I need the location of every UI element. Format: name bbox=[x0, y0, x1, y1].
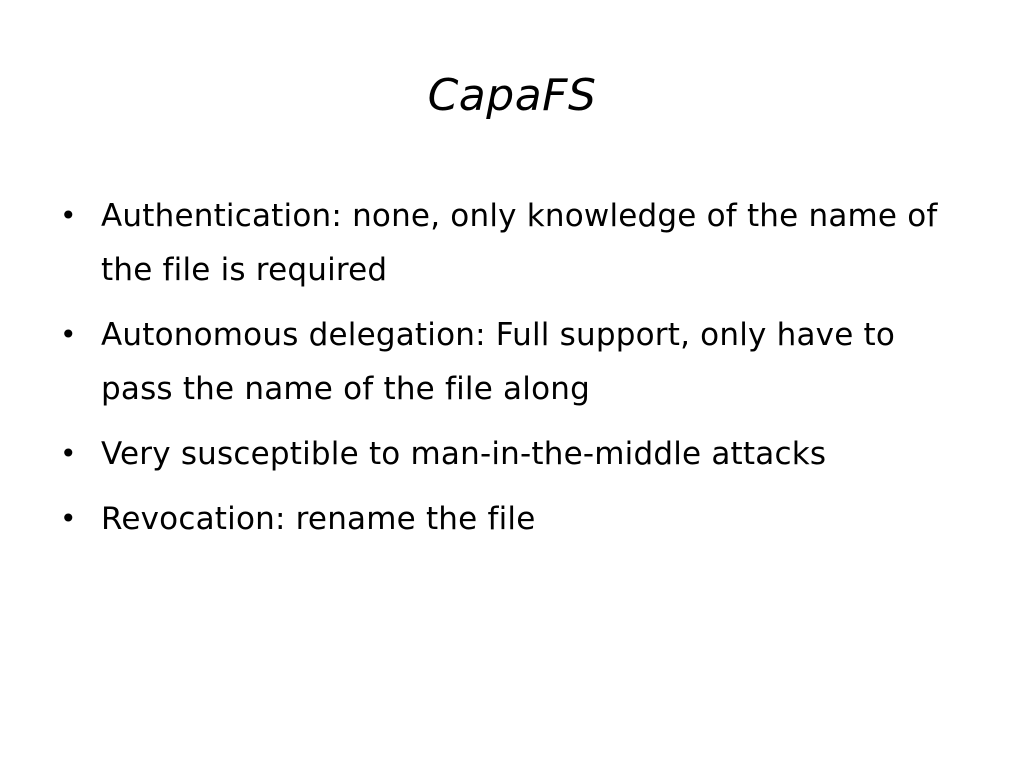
bullet-text: Very susceptible to man-in-the-middle attacks bbox=[101, 436, 827, 472]
slide-title: CapaFS bbox=[427, 70, 597, 121]
bullet-list bbox=[60, 189, 960, 557]
bullet-text: Autonomous delegation: Full support, only have to pass the name of the file along bbox=[101, 317, 896, 407]
bullet-icon: • bbox=[60, 199, 77, 232]
bullet-item-mitm bbox=[60, 427, 960, 481]
bullet-text: Revocation: rename the file bbox=[101, 501, 536, 537]
bullet-icon: • bbox=[60, 502, 77, 535]
bullet-icon: • bbox=[60, 437, 77, 470]
bullet-item-delegation bbox=[60, 308, 960, 416]
bullet-item-authentication bbox=[60, 189, 960, 297]
bullet-text: Authentication: none, only knowledge of the name of the file is required bbox=[101, 198, 938, 288]
bullet-icon: • bbox=[60, 318, 77, 351]
bullet-item-revocation bbox=[60, 492, 960, 546]
